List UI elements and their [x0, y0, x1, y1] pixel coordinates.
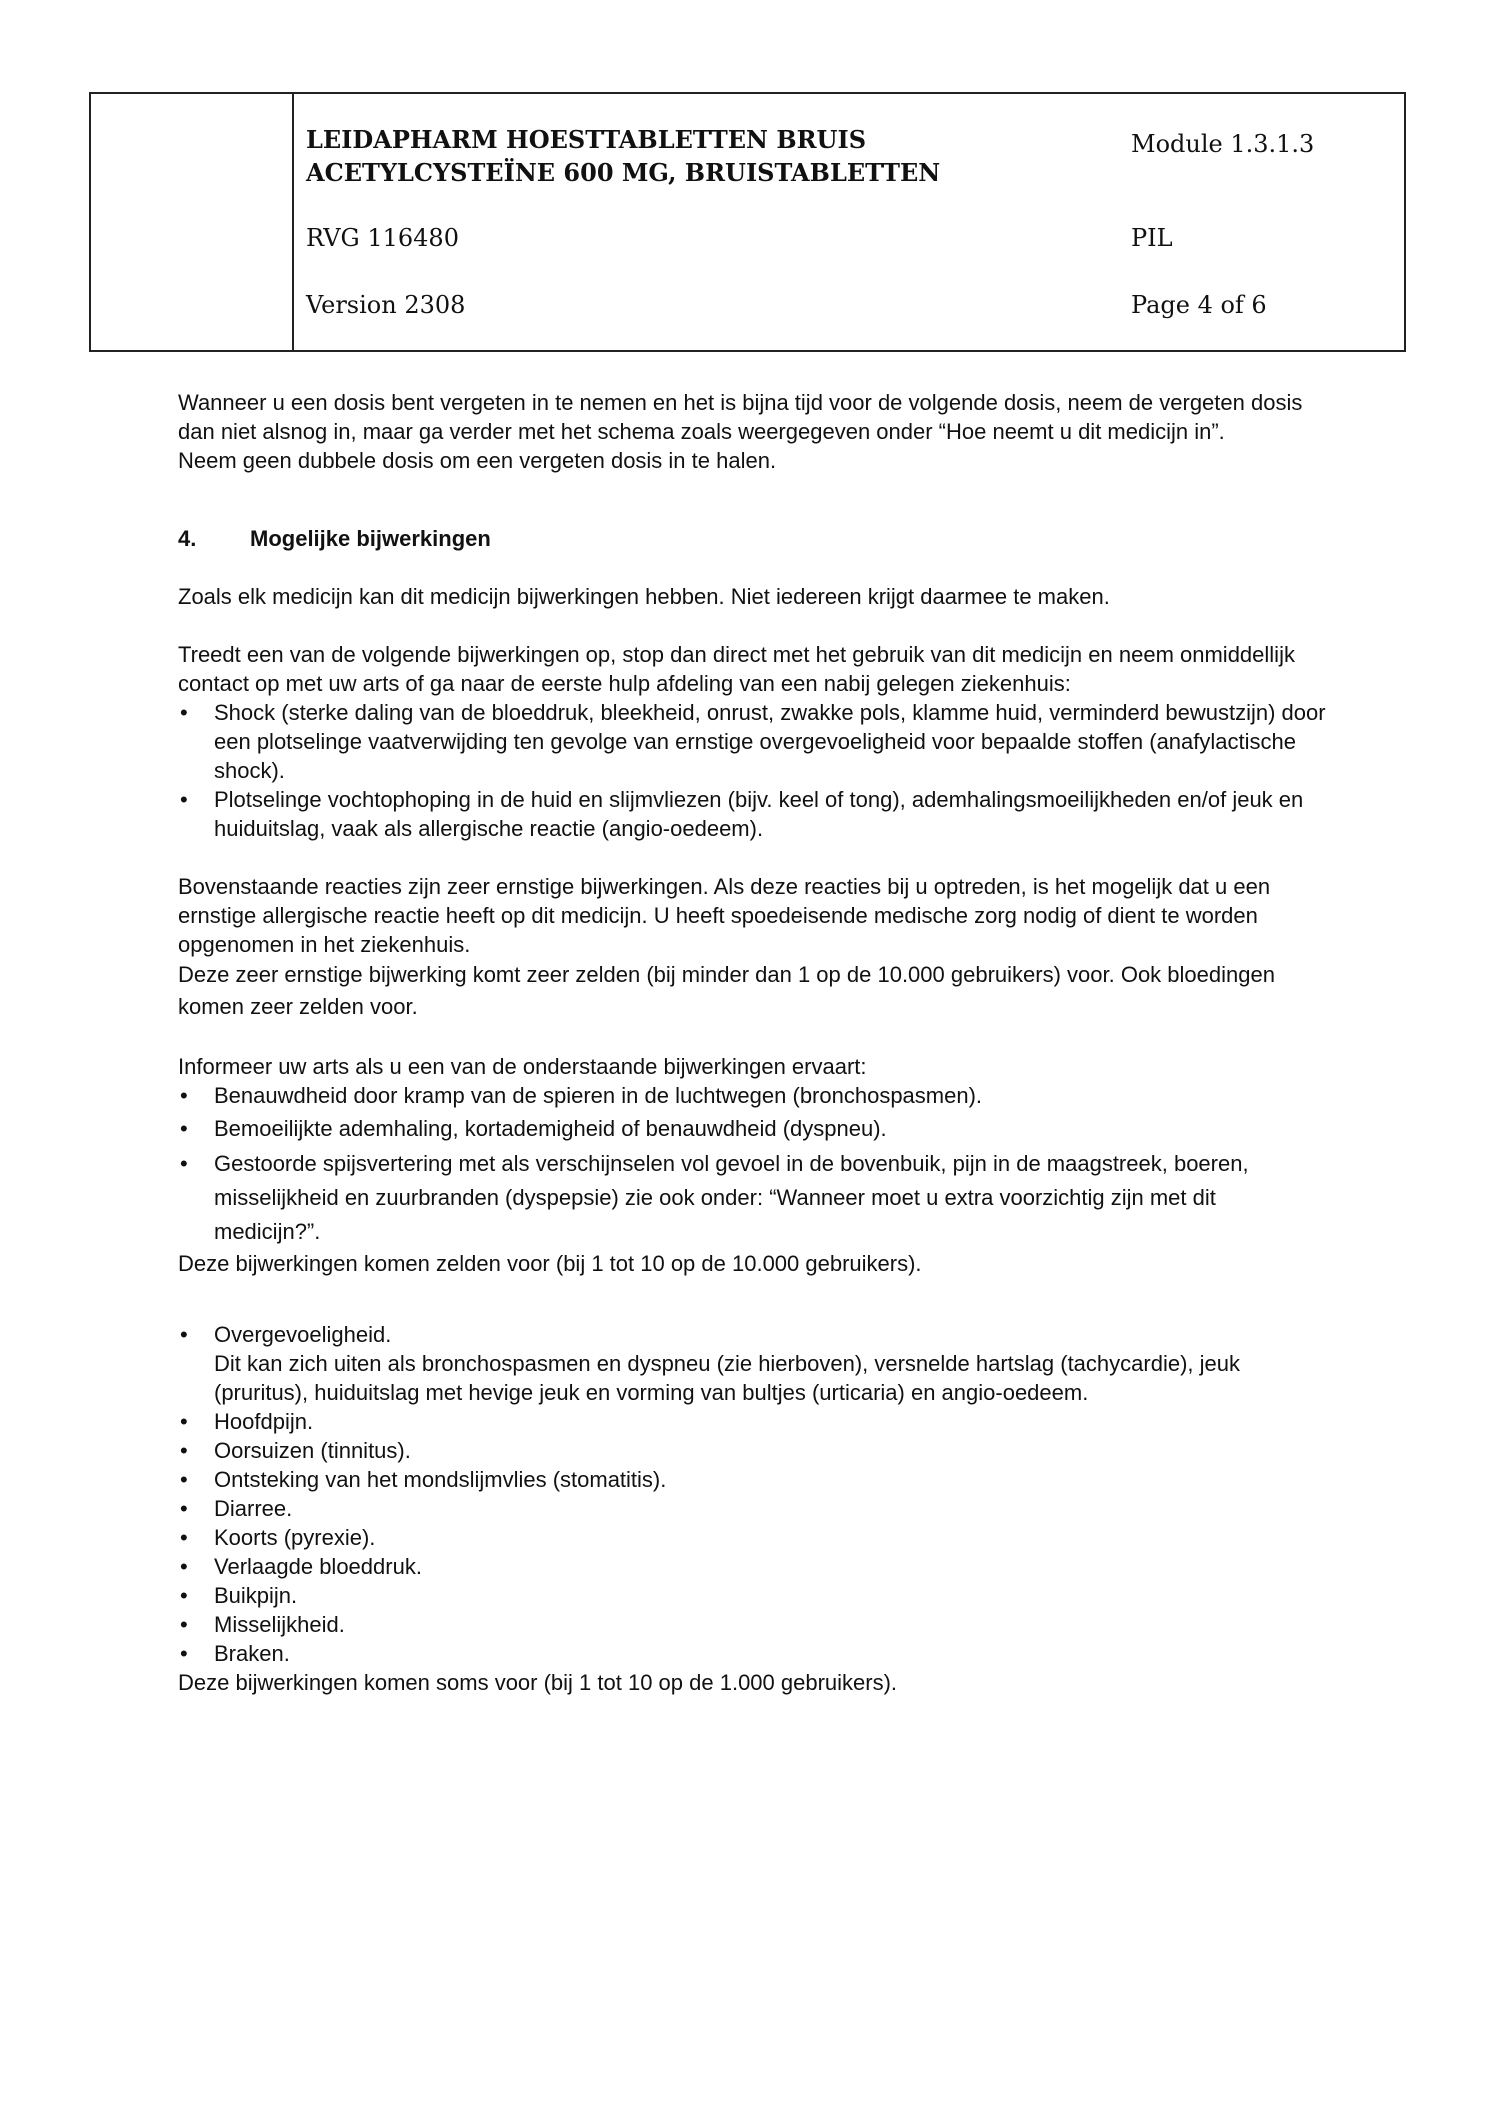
hypersensitivity-detail: Dit kan zich uiten als bronchospasmen en dyspneu (zie hierboven), versnelde hartslag (tachycardie), jeuk (pruritus), huiduitslag met hevige jeuk en vorming van bultjes (urticaria) en angio-oedeem.	[214, 1351, 1240, 1405]
document-body	[178, 388, 1328, 1697]
double-dose-paragraph: Neem geen dubbele dosis om een vergeten dosis in te halen.	[178, 448, 777, 473]
list-item: • Hoofdpijn.	[178, 1407, 1328, 1436]
list-item: • Benauwdheid door kramp van de spieren in de luchtwegen (bronchospasmen).	[178, 1081, 1328, 1110]
page-number: Page 4 of 6	[1131, 291, 1267, 319]
list-item: • Gestoorde spijsvertering met als verschijnselen vol gevoel in de bovenbuik, pijn in de maagstreek, boeren, misselijkheid en zuurbranden (dyspepsie) zie ook onder: “Wanneer moet u extra voorzichtig zijn met dit medicijn?”.	[178, 1147, 1328, 1249]
version-label: Version 2308	[306, 291, 466, 319]
general-side-effects-paragraph: Zoals elk medicijn kan dit medicijn bijwerkingen hebben. Niet iedereen krijgt daarmee te maken.	[178, 584, 1110, 609]
list-item: • Diarree.	[178, 1494, 1328, 1523]
list-item: • Plotselinge vochtophoping in de huid en slijmvliezen (bijv. keel of tong), ademhalingsmoeilijkheden en/of jeuk en huiduitslag, vaak als allergische reactie (angio-oedeem).	[178, 785, 1328, 843]
product-name: LEIDAPHARM HOESTTABLETTEN BRUIS	[306, 125, 867, 154]
rvg-number: RVG 116480	[306, 224, 459, 252]
hypersensitivity-title: • Overgevoeligheid.	[214, 1322, 392, 1347]
severe-effects-list	[178, 698, 1328, 843]
list-item	[178, 1320, 1328, 1407]
rare-effects-list	[178, 1081, 1328, 1249]
document-type: PIL	[1131, 224, 1173, 252]
list-item: • Buikpijn.	[178, 1581, 1328, 1610]
serious-reactions-paragraph: Bovenstaande reacties zijn zeer ernstige bijwerkingen. Als deze reacties bij u optreden, is het mogelijk dat u een ernstige allergische reactie heeft op dit medicijn. U heeft spoedeisende medische zorg nodig of dient te worden opgenomen in het ziekenhuis.	[178, 874, 1271, 957]
list-item: • Shock (sterke daling van de bloeddruk, bleekheid, onrust, zwakke pols, klamme huid, verminderd bewustzijn) door een plotselinge vaatverwijding ten gevolge van ernstige overgevoeligheid voor bepaalde stoffen (anafylactische shock).	[178, 698, 1328, 785]
section-title: Mogelijke bijwerkingen	[250, 526, 491, 551]
active-substance: ACETYLCYSTEÏNE 600 MG, BRUISTABLETTEN	[306, 158, 941, 187]
list-item: • Koorts (pyrexie).	[178, 1523, 1328, 1552]
rare-frequency-paragraph: Deze bijwerkingen komen zelden voor (bij 1 tot 10 op de 10.000 gebruikers).	[178, 1251, 922, 1276]
list-item: • Bemoeilijkte ademhaling, kortademigheid of benauwdheid (dyspneu).	[178, 1114, 1328, 1143]
stop-treatment-paragraph: Treedt een van de volgende bijwerkingen op, stop dan direct met het gebruik van dit medicijn en neem onmiddellijk contact op met uw arts of ga naar de eerste hulp afdeling van een nabij gelegen ziekenhuis:	[178, 642, 1295, 696]
list-item: • Braken.	[178, 1639, 1328, 1668]
list-item: • Verlaagde bloeddruk.	[178, 1552, 1328, 1581]
uncommon-frequency-paragraph: Deze bijwerkingen komen soms voor (bij 1 tot 10 op de 1.000 gebruikers).	[178, 1670, 898, 1695]
inform-doctor-paragraph: Informeer uw arts als u een van de onderstaande bijwerkingen ervaart:	[178, 1054, 867, 1079]
missed-dose-paragraph: Wanneer u een dosis bent vergeten in te nemen en het is bijna tijd voor de volgende dosis, neem de vergeten dosis dan niet alsnog in, maar ga verder met het schema zoals weergegeven onder “Hoe neemt u dit medicijn in”.	[178, 390, 1303, 444]
document-header	[89, 92, 1406, 352]
header-divider	[292, 94, 294, 350]
list-item: • Ontsteking van het mondslijmvlies (stomatitis).	[178, 1465, 1328, 1494]
section-number: 4.	[178, 526, 197, 551]
section-heading	[178, 524, 1328, 553]
list-item: • Oorsuizen (tinnitus).	[178, 1436, 1328, 1465]
module-label: Module 1.3.1.3	[1131, 130, 1315, 158]
list-item: • Misselijkheid.	[178, 1610, 1328, 1639]
very-rare-frequency-paragraph: Deze zeer ernstige bijwerking komt zeer zelden (bij minder dan 1 op de 10.000 gebruikers) voor. Ook bloedingen komen zeer zelden voor.	[178, 962, 1275, 1019]
uncommon-effects-list	[178, 1320, 1328, 1668]
